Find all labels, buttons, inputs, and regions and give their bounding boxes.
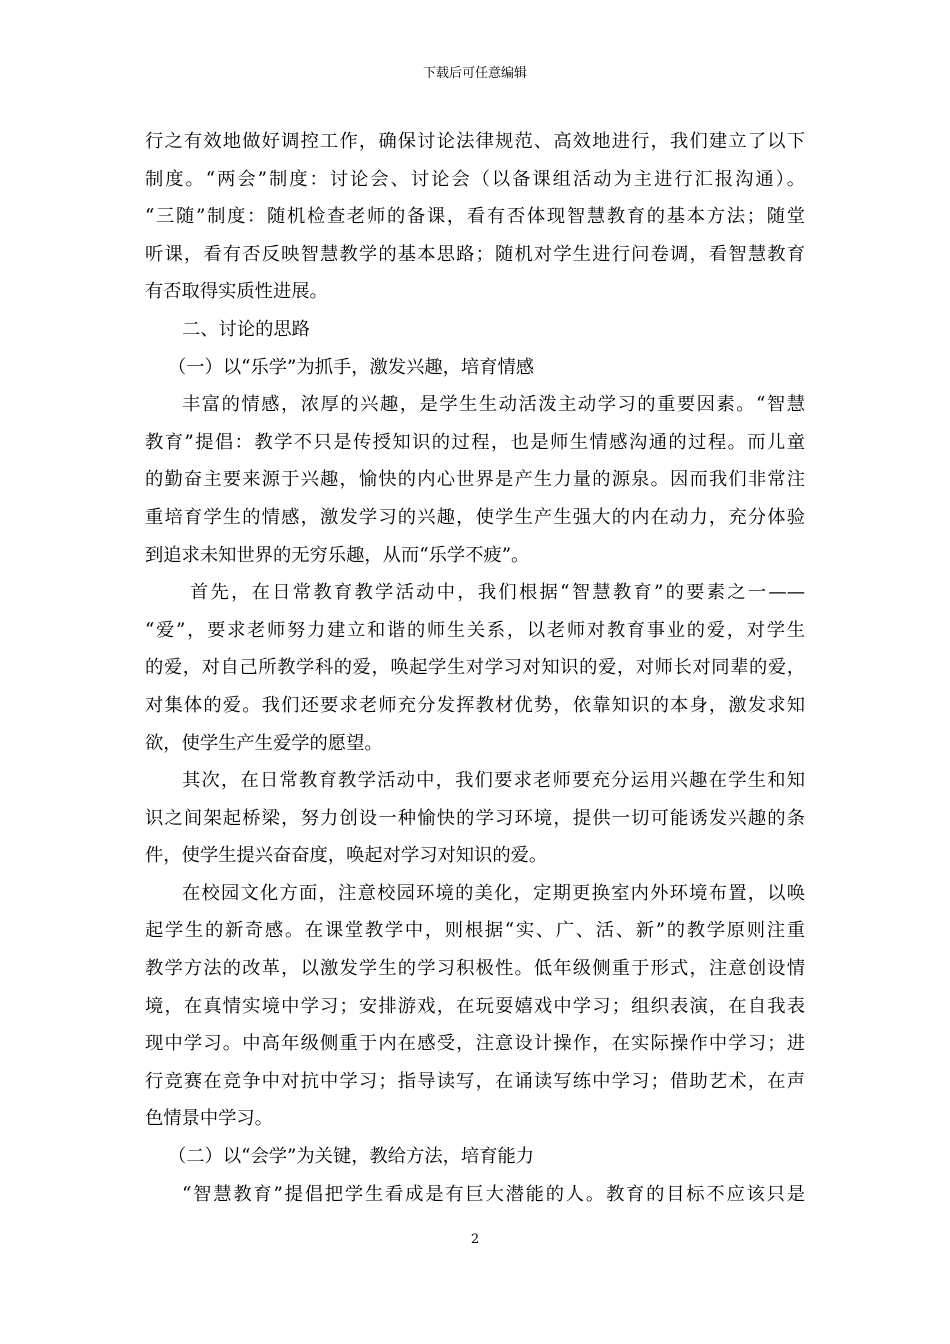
text-line: “智慧教育”提倡把学生看成是有巨大潜能的人。教育的目标不应该只是 <box>182 1183 805 1205</box>
text-line: 其次，在日常教育教学活动中，我们要求老师要充分运用兴趣在学生和知 <box>182 770 805 792</box>
text-line: 对集体的爱。我们还要求老师充分发挥教材优势，依靠知识的本身，激发求知 <box>145 694 805 716</box>
text-line: 行之有效地做好调控工作，确保讨论法律规范、高效地进行，我们建立了以下 <box>145 131 805 152</box>
text-line: 有否取得实质性进展。 <box>145 281 328 303</box>
text-line: 在校园文化方面，注意校园环境的美化，定期更换室内外环境布置，以唤 <box>182 882 805 904</box>
text-line: 到追求未知世界的无穷乐趣，从而“乐学不疲”。 <box>145 544 530 566</box>
text-line: 制度。“两会”制度：讨论会、讨论会（以备课组活动为主进行汇报沟通）。 <box>145 168 805 190</box>
text-line: 色情景中学习。 <box>145 1108 273 1130</box>
text-line: 欲，使学生产生爱学的愿望。 <box>145 732 383 754</box>
text-line: 二、讨论的思路 <box>182 318 310 340</box>
text-line: 重培育学生的情感，激发学习的兴趣，使学生产生强大的内在动力，充分体验 <box>145 506 805 528</box>
text-line: 教学方法的改革，以激发学生的学习积极性。低年级侧重于形式，注意创设情 <box>145 958 805 980</box>
text-line: 听课，看有否反映智慧教学的基本思路；随机对学生进行问卷调，看智慧教育 <box>145 243 805 265</box>
text-line: 现中学习。中高年级侧重于内在感受，注意设计操作，在实际操作中学习；进 <box>145 1033 805 1055</box>
text-line: “爱”，要求老师努力建立和谐的师生关系，以老师对教育事业的爱，对学生 <box>145 619 805 641</box>
text-line: 丰富的情感，浓厚的兴趣，是学生生动活泼主动学习的重要因素。“智慧 <box>182 394 805 416</box>
text-line: 的勤奋主要来源于兴趣，愉快的内心世界是产生力量的源泉。因而我们非常注 <box>145 469 805 491</box>
text-line: 境，在真情实境中学习；安排游戏，在玩耍嬉戏中学习；组织表演，在自我表 <box>145 995 805 1017</box>
page-number: 2 <box>470 1232 480 1247</box>
text-line: 首先，在日常教育教学活动中，我们根据“智慧教育”的要素之一—— <box>190 582 805 604</box>
page-header: 下载后可任意编辑 <box>422 66 527 81</box>
text-line: 识之间架起桥梁，努力创设一种愉快的学习环境，提供一切可能诱发兴趣的条 <box>145 807 805 829</box>
text-line: 的爱，对自己所教学科的爱，唤起学生对学习对知识的爱，对师长对同辈的爱， <box>145 657 805 679</box>
text-line: 行竞赛在竞争中对抗中学习；指导读写，在诵读写练中学习；借助艺术，在声 <box>145 1070 805 1092</box>
text-line: （一）以“乐学”为抓手，激发兴趣，培育情感 <box>168 356 535 378</box>
text-line: （二）以“会学”为关键，教给方法，培育能力 <box>168 1146 535 1168</box>
text-line: 件，使学生提兴奋奋度，唤起对学习对知识的爱。 <box>145 845 548 867</box>
text-line: “三随”制度：随机检查老师的备课，看有否体现智慧教育的基本方法；随堂 <box>145 206 805 228</box>
text-line: 教育”提倡：教学不只是传授知识的过程，也是师生情感沟通的过程。而儿童 <box>145 431 805 453</box>
text-line: 起学生的新奇感。在课堂教学中，则根据“实、广、活、新”的教学原则注重 <box>145 920 805 942</box>
document-body <box>145 123 805 1213</box>
